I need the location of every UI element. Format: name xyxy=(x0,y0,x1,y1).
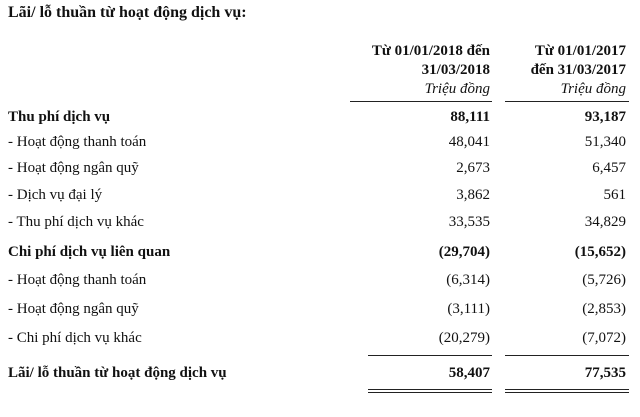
row-value-2017: 93,187 xyxy=(584,109,626,125)
total-double-underline-2018-b xyxy=(368,392,492,393)
column-header-2018-line2: 31/03/2018 xyxy=(421,62,490,78)
row-label: - Thu phí dịch vụ khác xyxy=(8,214,144,230)
table-row xyxy=(0,131,640,153)
total-topline-2018 xyxy=(368,355,492,356)
row-label: - Hoạt động thanh toán xyxy=(8,134,147,150)
table-row xyxy=(0,241,640,263)
row-value-2018: (20,279) xyxy=(438,330,490,346)
table-row xyxy=(0,327,640,349)
row-label: - Hoạt động ngân quỹ xyxy=(8,160,139,176)
table-row xyxy=(0,157,640,179)
total-double-underline-2017-a xyxy=(505,389,629,390)
table-row xyxy=(0,211,640,233)
row-value-2017: (2,853) xyxy=(582,301,626,317)
row-value-2017: (7,072) xyxy=(582,330,626,346)
total-double-underline-2018-a xyxy=(368,389,492,390)
row-label: Thu phí dịch vụ xyxy=(8,109,111,125)
total-topline-2017 xyxy=(505,355,629,356)
column-header-2018-line1: Từ 01/01/2018 đến xyxy=(371,43,490,59)
section-title: Lãi/ lỗ thuần từ hoạt động dịch vụ: xyxy=(8,4,247,21)
row-value-2018: (29,704) xyxy=(438,244,490,260)
row-label: Lãi/ lỗ thuần từ hoạt động dịch vụ xyxy=(8,365,227,381)
column-header-2017-line2: đến 31/03/2017 xyxy=(530,62,626,78)
row-label: Chi phí dịch vụ liên quan xyxy=(8,244,171,260)
row-value-2017: (5,726) xyxy=(582,272,626,288)
table-row-total xyxy=(0,362,640,384)
row-value-2018: 88,111 xyxy=(450,109,490,125)
row-value-2018: (3,111) xyxy=(447,301,490,317)
table-row xyxy=(0,298,640,320)
row-label: - Chi phí dịch vụ khác xyxy=(8,330,142,346)
row-value-2018: 2,673 xyxy=(456,160,490,176)
header-underline-2017 xyxy=(505,101,629,102)
row-label: - Dịch vụ đại lý xyxy=(8,187,103,203)
column-unit-2018: Triệu đồng xyxy=(424,81,490,97)
table-row xyxy=(0,269,640,291)
row-value-2018: 58,407 xyxy=(448,365,490,381)
column-header-2017-line1: Từ 01/01/2017 xyxy=(534,43,626,59)
row-value-2017: 51,340 xyxy=(584,134,626,150)
row-value-2018: (6,314) xyxy=(446,272,490,288)
column-header-2017 xyxy=(531,42,626,99)
row-label: - Hoạt động thanh toán xyxy=(8,272,147,288)
row-value-2017: (15,652) xyxy=(574,244,626,260)
row-value-2018: 48,041 xyxy=(448,134,490,150)
column-header-2018 xyxy=(372,42,490,99)
header-underline-2018 xyxy=(350,101,492,102)
column-unit-2017: Triệu đồng xyxy=(560,81,626,97)
row-value-2017: 561 xyxy=(603,187,626,203)
row-value-2017: 77,535 xyxy=(584,365,626,381)
row-value-2017: 6,457 xyxy=(592,160,626,176)
total-double-underline-2017-b xyxy=(505,392,629,393)
row-label: - Hoạt động ngân quỹ xyxy=(8,301,139,317)
row-value-2017: 34,829 xyxy=(584,214,626,230)
row-value-2018: 33,535 xyxy=(448,214,490,230)
table-row xyxy=(0,106,640,128)
row-value-2018: 3,862 xyxy=(456,187,490,203)
table-row xyxy=(0,184,640,206)
